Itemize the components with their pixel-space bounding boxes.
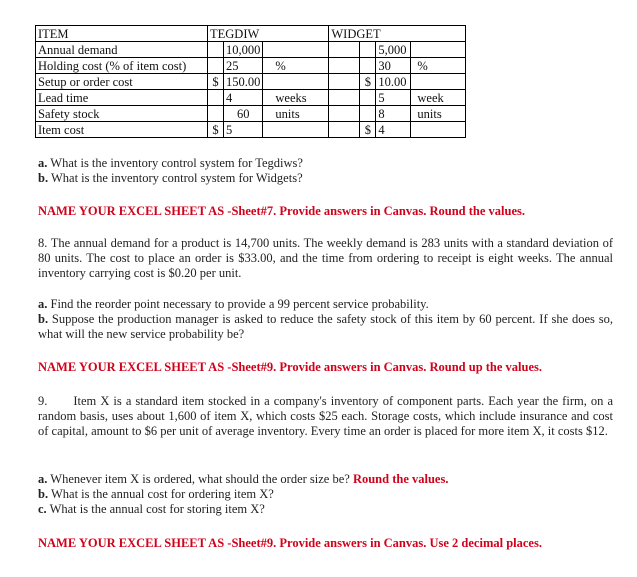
q9-question-a: [38, 472, 613, 487]
widget-unit: %: [411, 58, 466, 74]
tegdiw-currency: [208, 106, 224, 122]
table-row: [36, 90, 466, 106]
q9-c-prefix: c.: [38, 502, 47, 516]
q9-number: 9.: [38, 394, 48, 408]
widget-spacer: [329, 42, 360, 58]
tegdiw-currency: [208, 42, 224, 58]
widget-spacer: [329, 106, 360, 122]
table-row: [36, 122, 466, 138]
table-row: [36, 106, 466, 122]
tegdiw-currency: [208, 90, 224, 106]
q7-b-prefix: b.: [38, 171, 49, 185]
q7-question-a: [38, 156, 613, 171]
widget-unit: [411, 122, 466, 138]
row-label: Safety stock: [36, 106, 208, 122]
tegdiw-unit: [263, 122, 329, 138]
tegdiw-unit: %: [263, 58, 329, 74]
widget-value: 10.00: [376, 74, 411, 90]
tegdiw-currency: $: [208, 74, 224, 90]
q9-instruction: NAME YOUR EXCEL SHEET AS -Sheet#9. Provide answers in Canvas. Use 2 decimal places.: [38, 536, 542, 550]
widget-unit: units: [411, 106, 466, 122]
q9-question-b: [38, 487, 613, 502]
table-row: [36, 42, 466, 58]
tegdiw-unit: [263, 74, 329, 90]
q7-questions: [38, 156, 613, 186]
header-widget: WIDGET: [329, 26, 466, 42]
q9-problem: Item X is a standard item stocked in a company's inventory of component parts. Each year the firm, on a random basis, uses about 1,600 of item X, which costs $25 each. Storage costs, which include insurance and cost of capital, amount to $6 per unit of average inventory. Every time an order is placed for more item X, it costs $12.: [38, 394, 613, 438]
widget-spacer: [329, 122, 360, 138]
tegdiw-value: 60: [224, 106, 263, 122]
q7-question-b: [38, 171, 613, 186]
widget-unit: [411, 74, 466, 90]
q9-b-text: What is the annual cost for ordering item X?: [48, 487, 274, 501]
widget-currency: [360, 42, 376, 58]
q9-question-c: [38, 502, 613, 517]
q7-a-text: What is the inventory control system for Tegdiws?: [47, 156, 303, 170]
widget-spacer: [329, 74, 360, 90]
q7-b-text: What is the inventory control system for Widgets?: [48, 171, 303, 185]
widget-currency: $: [360, 74, 376, 90]
q8-question-a: [38, 297, 613, 312]
tegdiw-unit: weeks: [263, 90, 329, 106]
row-label: Annual demand: [36, 42, 208, 58]
q8-a-prefix: a.: [38, 297, 48, 311]
row-label: Item cost: [36, 122, 208, 138]
q8-question-b: [38, 312, 613, 342]
table-row: [36, 58, 466, 74]
widget-value: 8: [376, 106, 411, 122]
table-header-row: [36, 26, 466, 42]
row-label: Holding cost (% of item cost): [36, 58, 208, 74]
q8-problem: 8. The annual demand for a product is 14,700 units. The weekly demand is 283 units with a standard deviation of 80 units. The cost to place an order is $33.00, and the time from ordering to receipt is eight weeks. The annual inventory carrying cost is $0.20 per unit.: [38, 236, 613, 280]
q9-b-prefix: b.: [38, 487, 49, 501]
widget-value: 30: [376, 58, 411, 74]
widget-currency: [360, 106, 376, 122]
widget-spacer: [329, 90, 360, 106]
widget-value: 4: [376, 122, 411, 138]
widget-spacer: [329, 58, 360, 74]
widget-currency: [360, 58, 376, 74]
q9-problem-block: [38, 394, 613, 439]
widget-value: 5: [376, 90, 411, 106]
q8-b-text: Suppose the production manager is asked to reduce the safety stock of this item by 60 percent. If she does so, what will the new service probability be?: [38, 312, 613, 341]
tegdiw-value: 5: [224, 122, 263, 138]
tegdiw-currency: $: [208, 122, 224, 138]
q8-instruction: NAME YOUR EXCEL SHEET AS -Sheet#9. Provide answers in Canvas. Round up the values.: [38, 360, 543, 374]
q8-b-prefix: b.: [38, 312, 49, 326]
widget-currency: [360, 90, 376, 106]
q8-questions: [38, 297, 613, 342]
q9-a-prefix: a.: [38, 472, 48, 486]
header-item: ITEM: [36, 26, 208, 42]
q7-a-prefix: a.: [38, 156, 48, 170]
q7-instruction: NAME YOUR EXCEL SHEET AS -Sheet#7. Provide answers in Canvas. Round the values.: [38, 204, 525, 218]
widget-currency: $: [360, 122, 376, 138]
widget-unit: week: [411, 90, 466, 106]
widget-unit: [411, 42, 466, 58]
tegdiw-value: 10,000: [224, 42, 263, 58]
tegdiw-value: 4: [224, 90, 263, 106]
q8-a-text: Find the reorder point necessary to provide a 99 percent service probability.: [47, 297, 429, 311]
tegdiw-value: 150.00: [224, 74, 263, 90]
tegdiw-unit: [263, 42, 329, 58]
tegdiw-currency: [208, 58, 224, 74]
inventory-table: [35, 25, 466, 138]
table-row: [36, 74, 466, 90]
tegdiw-value: 25: [224, 58, 263, 74]
q9-questions: [38, 472, 613, 517]
q9-a-text: Whenever item X is ordered, what should the order size be?: [47, 472, 353, 486]
tegdiw-unit: units: [263, 106, 329, 122]
widget-value: 5,000: [376, 42, 411, 58]
row-label: Lead time: [36, 90, 208, 106]
q9-c-text: What is the annual cost for storing item X?: [46, 502, 265, 516]
header-tegdiw: TEGDIW: [208, 26, 329, 42]
row-label: Setup or order cost: [36, 74, 208, 90]
q9-a-note: Round the values.: [352, 472, 449, 486]
